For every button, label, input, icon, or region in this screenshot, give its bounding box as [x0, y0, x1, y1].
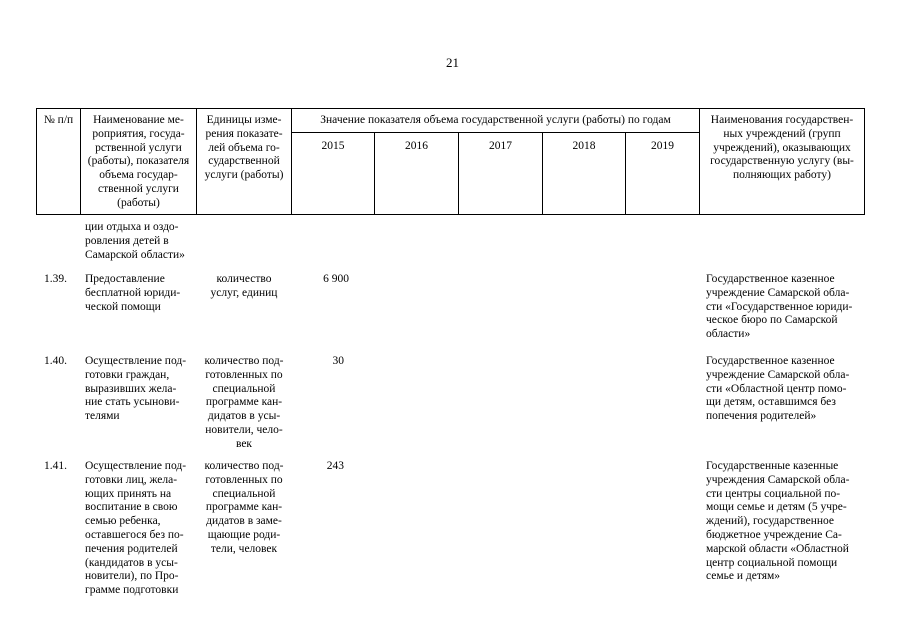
header-col-value: Значение показателя объема государственной услуги (работы) по годам — [320, 114, 671, 126]
row-number: 1.41. — [44, 460, 67, 472]
row-number: 1.40. — [44, 355, 67, 367]
row-unit: количество услуг, единиц — [210, 273, 278, 299]
header-year-2017: 2017 — [489, 140, 512, 152]
row-institution: Государственные казенные учреждения Самарской обла- сти центры социальной по- мощи семье и детям (5 учре- ждений), государственное бюджетное учреждение Са- марской области «Областной центр социальной помощи семье и детям» — [706, 460, 850, 583]
row-unit: количество под- готовленных по специальной программе кан- дидатов в усы- новители, чело- век — [204, 355, 284, 450]
row-number: 1.39. — [44, 273, 67, 285]
header-year-2018: 2018 — [572, 140, 596, 152]
row-value-2015: 6 900 — [323, 273, 349, 285]
page-number: 21 — [446, 55, 459, 70]
header-col-unit: Единицы изме- рения показате- лей объема го- сударственной услуги (работы) — [204, 114, 284, 182]
row-value-2015: 30 — [332, 355, 344, 367]
header-col-num: № п/п — [43, 114, 74, 126]
row-name: Предоставление бесплатной юриди- ческой помощи — [85, 273, 181, 313]
header-col-institutions: Наименования государствен- ных учреждений (групп учреждений), оказывающих государственную услугу (вы- полняющих работу) — [710, 114, 854, 182]
continuation-text: ции отдыха и оздо- ровления детей в Самарской области» — [85, 221, 185, 261]
row-name: Осуществление под- готовки граждан, выразивших жела- ние стать усынови- телями — [85, 355, 187, 423]
header-year-2016: 2016 — [405, 140, 428, 152]
row-unit: количество под- готовленных по специальной программе кан- дидатов в заме- щающие роди- тели, человек — [204, 460, 284, 555]
header-col-name: Наименование ме- роприятия, госуда- рственной услуги (работы), показателя объема государ- ственной услуги (работы) — [87, 114, 190, 209]
header-year-2015: 2015 — [321, 140, 345, 152]
row-institution: Государственное казенное учреждение Самарской обла- сти «Государственное юриди- ческое бюро по Самарской области» — [706, 273, 853, 341]
row-value-2015: 243 — [326, 460, 344, 472]
row-institution: Государственное казенное учреждение Самарской обла- сти «Областной центр помо- щи детям, оставшимся без попечения родителей» — [706, 355, 850, 423]
row-name: Осуществление под- готовки лиц, жела- ющих принять на воспитание в свою семью ребенка, оставшегося без по- печения родителей (кандидатов в усы- новители), по Про- грамме подготовки — [85, 460, 187, 597]
header-year-2019: 2019 — [651, 140, 674, 152]
